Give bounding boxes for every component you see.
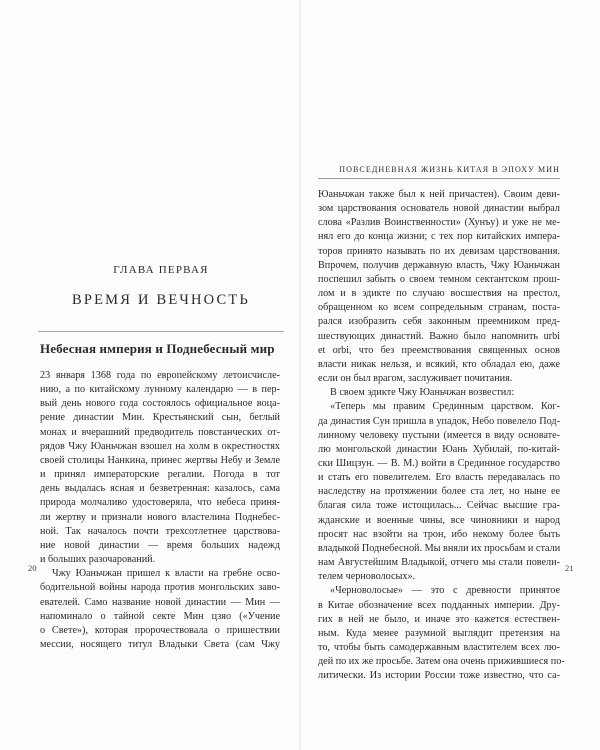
text-line: Впрочем, получив державную власть, Чжу Юаньчжан <box>318 259 560 271</box>
text-line: et orbi, что без преемствования священных основ <box>318 344 560 356</box>
text-line: рался изобразить себя законным преемником пред- <box>318 316 560 328</box>
text-line: если он был врагом, заслуживает почитания. <box>318 373 513 385</box>
text-line: природа молчаливо удостоверяла, что небеса приня- <box>40 497 280 509</box>
text-line: о Свете»), которая пророчествовала о пришествии <box>40 624 280 636</box>
running-head-rule <box>318 178 560 179</box>
text-line: гих в ней не было, и иначе это кажется естествен- <box>318 613 560 625</box>
text-line: ние новой династии — время больших надежд <box>40 539 280 551</box>
text-line: лом и в эдикте по случаю восшествия на престол, <box>318 288 560 300</box>
text-line: и больших разочарований. <box>40 554 156 566</box>
text-line: рядов Чжу Юаньчжан взошел на холм в окрестностях <box>40 440 280 452</box>
text-line: то, чтобы быть самодержавным властителем всех лю- <box>318 642 560 653</box>
text-line: ски Шицзун. — В. М.) войти в Срединное государство <box>318 457 560 469</box>
text-line: просят нас взойти на трон, ибо некому более быть <box>318 528 560 540</box>
text-line: вый день нового года состоялось официальное воца- <box>40 398 280 410</box>
title-divider <box>38 331 284 332</box>
text-line: монах и вчерашний предводитель повстанческих от- <box>40 426 280 438</box>
text-line: наследству на протяжении более ста лет, но ныне ее <box>318 486 560 498</box>
text-line: нию, а по китайскому лунному календарю — в пер- <box>40 384 280 396</box>
text-line: бодительной войны народа против монгольских заво- <box>40 582 280 594</box>
left-body-text <box>40 369 280 652</box>
text-line: и стать его повелителем. Его власть передавалась по <box>318 472 560 484</box>
chapter-label: ГЛАВА ПЕРВАЯ <box>113 264 209 276</box>
text-line: день выдалась ясная и безветренная: казалось, сама <box>40 483 280 495</box>
text-line: зом царствования основатель новой династии выбрал <box>318 203 560 215</box>
text-line: 23 января 1368 года по европейскому летоисчисле- <box>40 370 280 381</box>
text-line: напоминало о тайной секте Мин цзяо («Учение <box>40 610 280 622</box>
text-line: власти никак нельзя, и всякий, кто обладал ею, даже <box>318 358 560 370</box>
text-line: обращенном ко всем сопредельным странам, поста- <box>318 302 560 314</box>
text-line: жданские и военные чины, все чиновники и народ <box>318 514 560 526</box>
section-heading: Небесная империя и Поднебесный мир <box>40 341 275 356</box>
text-line: поспешил забыть о своем темном сектантском прош- <box>318 273 560 285</box>
text-line: Чжу Юаньчжан пришел к власти на гребне осво- <box>52 568 280 580</box>
text-line: дей по их же просьбе. Затем она очень прижившиеся по- <box>318 656 565 668</box>
text-line: да династия Сун пришла в упадок, Небо повелело Под- <box>318 415 560 427</box>
text-line: рение династии Мин. Крестьянский сын, беглый <box>40 412 280 424</box>
text-line: благая сила тоже истощилась... Сейчас высшие гра- <box>318 500 560 512</box>
text-line: ли жертву и признали нового властелина Поднебес- <box>40 511 280 523</box>
text-line: своей столицы Нанкина, принес жертвы Небу и Земле <box>40 454 280 466</box>
text-line: «Теперь мы правим Срединным царством. Ког- <box>330 401 560 413</box>
text-line: В своем эдикте Чжу Юаньчжан возвестил: <box>330 387 515 399</box>
running-head: ПОВСЕДНЕВНАЯ ЖИЗНЬ КИТАЯ В ЭПОХУ МИН <box>339 165 560 174</box>
text-line: ной. Так началось почти трехсотлетнее царствова- <box>40 525 280 537</box>
text-line: нам Августейшим Владыкой, отчего мы стали повели- <box>318 557 560 569</box>
text-line: ным. Куда менее разумной выглядит претензия на <box>318 627 560 639</box>
page-number-left: 20 <box>28 563 37 573</box>
text-line: нял его до конца жизни; с тех пор китайских импера- <box>318 231 560 243</box>
text-line: телем черноволосых». <box>318 571 416 583</box>
text-line: владыкой Поднебесной. Мы вняли их просьбам и стали <box>318 542 561 554</box>
text-line: слова «Разлив Воинственности» (Хунъу) и уже не ме- <box>318 217 560 229</box>
text-line: лю монгольской династии Юань Хубилай, по-китай- <box>318 443 560 455</box>
text-line: литически. Из истории России тоже известно, что са- <box>318 670 560 682</box>
chapter-title: ВРЕМЯ И ВЕЧНОСТЬ <box>71 292 250 308</box>
right-body-text <box>318 188 565 683</box>
left-page <box>0 0 299 750</box>
text-line: и принял императорские регалии. Погода в тот <box>40 469 280 481</box>
text-line: Юаньчжан также был к ней причастен). Своим деви- <box>318 189 560 200</box>
text-line: торов принято называть по их девизам царствования. <box>318 245 560 257</box>
page-number-right: 21 <box>565 563 574 573</box>
text-line: евателей. Само название новой династии — Мин — <box>40 596 280 608</box>
text-line: мессии, носящего титул Владыки Света (сам Чжу <box>40 638 280 650</box>
text-line: линному человеку пустыни (имеется в виду основате- <box>318 429 560 441</box>
text-line: шествующих династий. Важно было напомнить urbi <box>318 330 560 342</box>
text-line: «Черноволосые» — это с древности принятое <box>330 585 560 597</box>
text-line: в Китае обозначение всех подданных империи. Дру- <box>318 599 560 611</box>
